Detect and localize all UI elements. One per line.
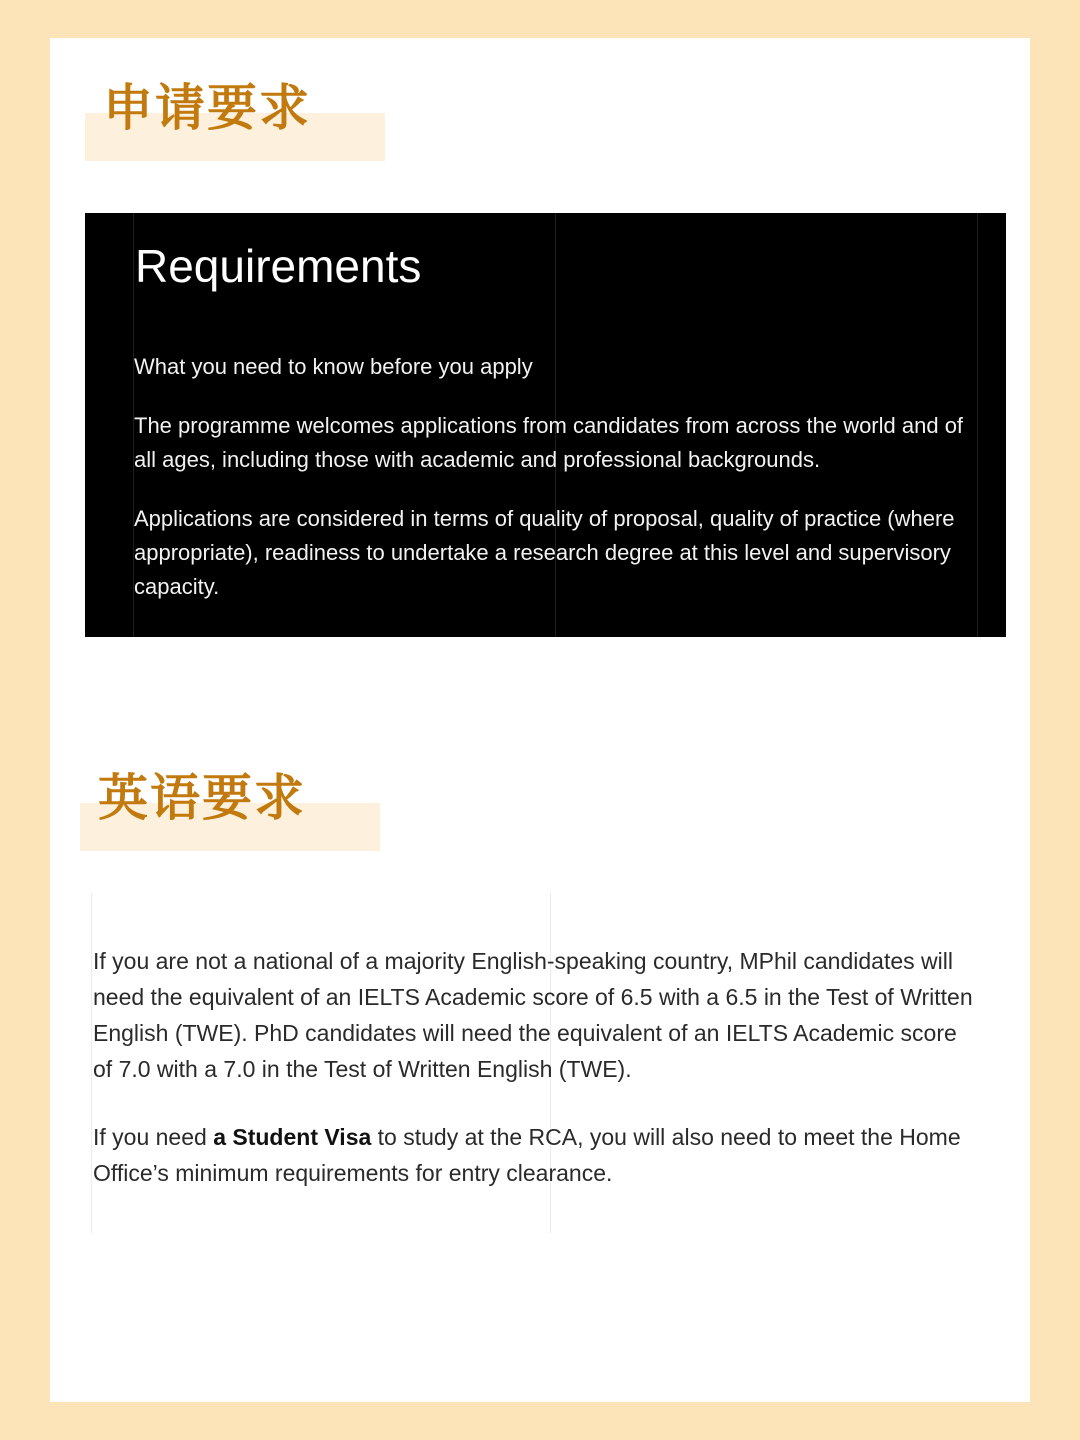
visa-text-after: to study at the RCA, you will also need to meet the Home Office’s minimum requirements for entry clearance. [93,1124,961,1186]
requirements-subheading: What you need to know before you apply [134,354,533,379]
requirements-paragraph-2: Applications are considered in terms of quality of proposal, quality of practice (where appropriate), readiness to undertake a research degree at this level and supervisory capacity. [134,506,955,599]
section-title-application [85,78,405,138]
section-title-english [80,768,400,828]
requirements-heading: Requirements [135,240,422,292]
requirements-panel [85,213,1006,637]
content-card [50,38,1030,1402]
english-paragraph-2 [93,1119,973,1191]
visa-text-before: If you need [93,1124,214,1150]
english-paragraph-1: If you are not a national of a majority English-speaking country, MPhil candidates will need the equivalent of an IELTS Academic score of 6.5 with a 6.5 in the Test of Written English (TWE). PhD candidates will need the equivalent of an IELTS Academic score of 7.0 with a 7.0 in the Test of Written English (TWE). [93,948,973,1082]
application-requirements-title: 申请要求 [103,79,311,137]
column-divider [91,893,92,1233]
english-requirements-title: 英语要求 [98,769,306,827]
requirements-paragraph-1: The programme welcomes applications from candidates from across the world and of all ages, including those with academic and professional backgrounds. [134,413,964,472]
student-visa-emphasis: a Student Visa [213,1124,372,1150]
english-requirements-block [90,893,990,1233]
